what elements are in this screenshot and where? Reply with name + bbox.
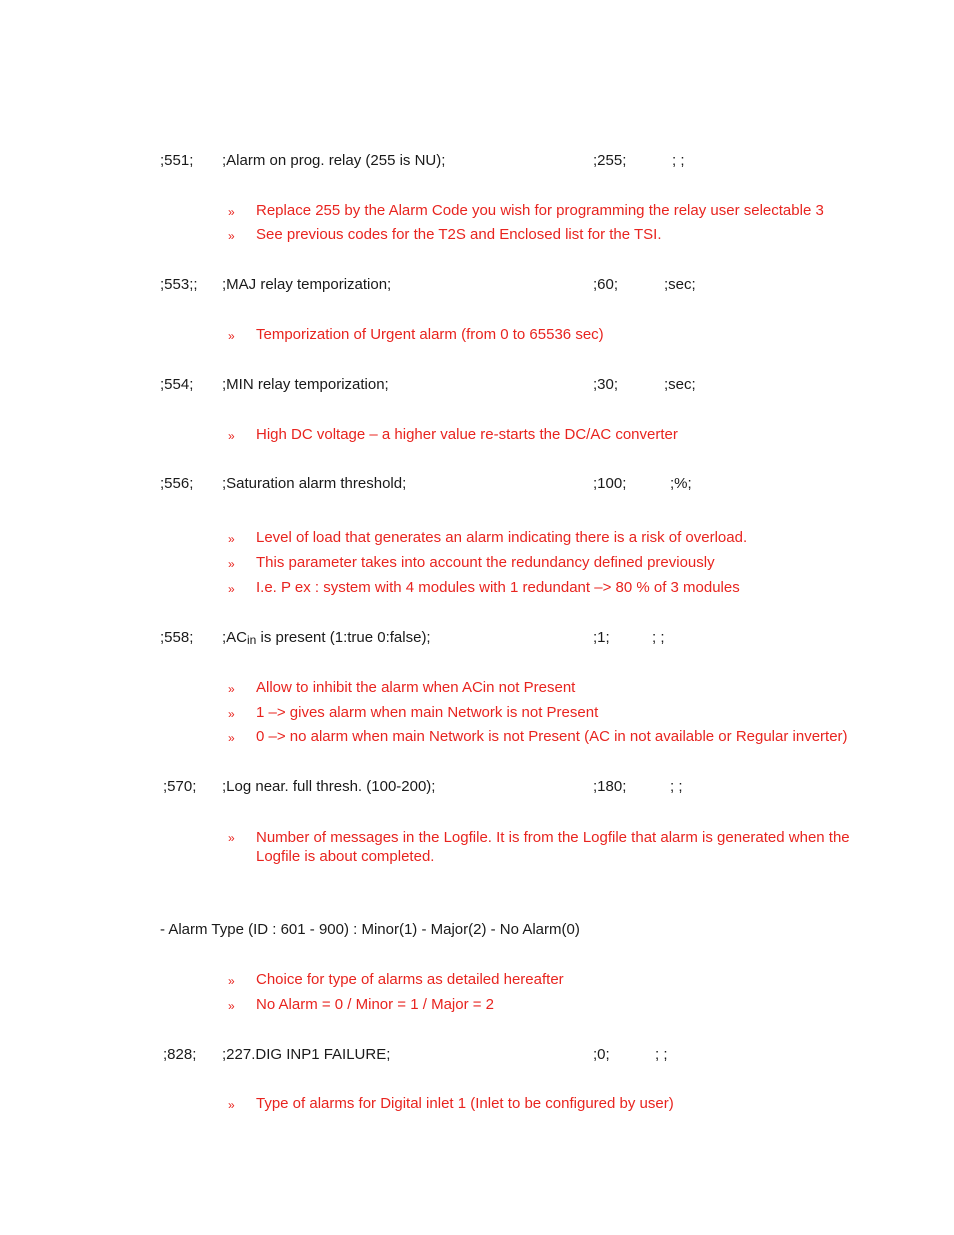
note-item: Choice for type of alarms as detailed hereafter <box>256 971 564 988</box>
bullet-icon: » <box>228 682 235 696</box>
bullet-icon: » <box>228 999 235 1013</box>
param-id: ;551; <box>160 152 194 169</box>
param-id: ;553;; <box>160 276 198 293</box>
param-label: ;Alarm on prog. relay (255 is NU); <box>222 152 446 169</box>
note-item: Allow to inhibit the alarm when ACin not Present <box>256 679 576 696</box>
param-label: ;227.DIG INP1 FAILURE; <box>222 1046 391 1063</box>
bullet-icon: » <box>228 1098 235 1112</box>
param-label: ;Saturation alarm threshold; <box>222 475 407 492</box>
label-part: is present (1:true 0:false); <box>256 629 431 646</box>
param-label: ;Log near. full thresh. (100-200); <box>222 778 436 795</box>
bullet-icon: » <box>228 707 235 721</box>
bullet-icon: » <box>228 582 235 596</box>
note-item: No Alarm = 0 / Minor = 1 / Major = 2 <box>256 996 495 1013</box>
param-label: ;MIN relay temporization; <box>222 376 389 393</box>
bullet-icon: » <box>228 329 235 343</box>
param-unit: ; ; <box>652 629 665 646</box>
note-item: I.e. P ex : system with 4 modules with 1 redundant –> 80 % of 3 modules <box>256 579 740 596</box>
bullet-icon: » <box>228 557 235 571</box>
param-id: ;554; <box>160 376 194 393</box>
param-label: ;MAJ relay temporization; <box>222 276 392 293</box>
label-subscript: in <box>247 633 257 647</box>
param-value: ;255; <box>593 152 627 169</box>
param-unit: ; ; <box>670 778 683 795</box>
bullet-icon: » <box>228 731 235 745</box>
param-label <box>222 629 431 647</box>
note-item: High DC voltage – a higher value re-starts the DC/AC converter <box>256 426 678 443</box>
bullet-icon: » <box>228 532 235 546</box>
note-item: Level of load that generates an alarm indicating there is a risk of overload. <box>256 529 748 546</box>
bullet-icon: » <box>228 974 235 988</box>
param-unit: ; ; <box>672 152 685 169</box>
param-id: ;556; <box>160 475 194 492</box>
note-item: Replace 255 by the Alarm Code you wish for programming the relay user selectable 3 <box>256 202 824 219</box>
bullet-icon: » <box>228 205 235 219</box>
param-id: ;828; <box>163 1046 197 1063</box>
param-value: ;60; <box>593 276 619 293</box>
section-heading: - Alarm Type (ID : 601 - 900) : Minor(1) - Major(2) - No Alarm(0) <box>160 921 580 938</box>
param-value: ;100; <box>593 475 627 492</box>
param-id: ;570; <box>163 778 197 795</box>
param-unit: ;%; <box>670 475 692 492</box>
note-item: 1 –> gives alarm when main Network is not Present <box>256 704 599 721</box>
param-value: ;1; <box>593 629 610 646</box>
note-item: Temporization of Urgent alarm (from 0 to 65536 sec) <box>256 326 604 343</box>
param-unit: ; ; <box>655 1046 668 1063</box>
param-unit: ;sec; <box>664 376 696 393</box>
note-item: 0 –> no alarm when main Network is not Present (AC in not available or Regular inverter) <box>256 728 848 745</box>
param-value: ;30; <box>593 376 619 393</box>
bullet-icon: » <box>228 229 235 243</box>
note-item: Type of alarms for Digital inlet 1 (Inlet to be configured by user) <box>256 1095 674 1112</box>
bullet-icon: » <box>228 429 235 443</box>
bullet-icon: » <box>228 831 235 845</box>
note-item: This parameter takes into account the redundancy defined previously <box>256 554 715 571</box>
label-part: ;AC <box>222 629 248 646</box>
param-value: ;0; <box>593 1046 610 1063</box>
note-item: Number of messages in the Logfile. It is from the Logfile that alarm is generated when the Logfile is about completed. <box>256 829 850 865</box>
param-unit: ;sec; <box>664 276 696 293</box>
param-value: ;180; <box>593 778 627 795</box>
note-item: See previous codes for the T2S and Enclosed list for the TSI. <box>256 226 662 243</box>
param-id: ;558; <box>160 629 194 646</box>
